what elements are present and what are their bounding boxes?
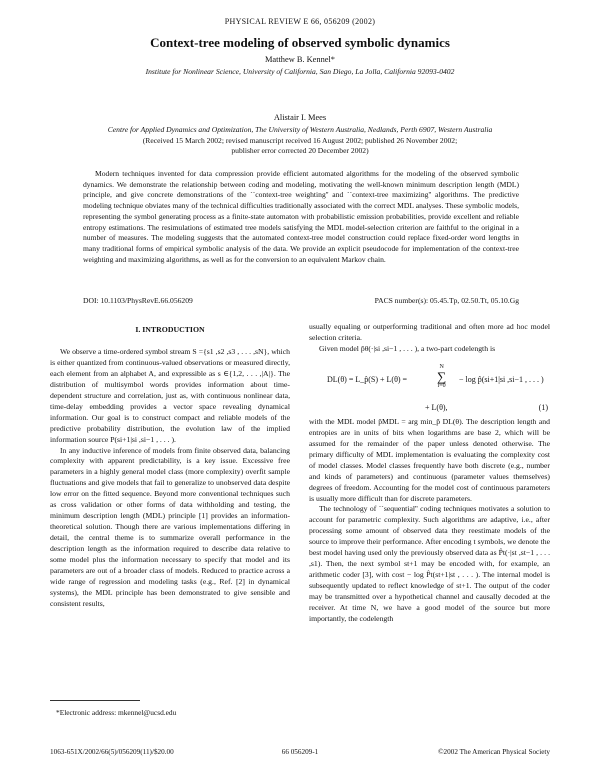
pacs-numbers: PACS number(s): 05.45.Tp, 02.50.Tt, 05.10.Gg — [374, 296, 519, 305]
summation-symbol — [437, 364, 446, 389]
footnote: *Electronic address: mkennel@ucsd.edu — [56, 708, 177, 717]
running-header: PHYSICAL REVIEW E 66, 056209 (2002) — [224, 17, 376, 26]
intro-paragraph-2: In any inductive inference of models from finite observed data, balancing complexity with apparent predictability, is a key issue. Excessive free parameters in a highly general model class (more complexity) overfit sample fluctuations and give models that fail to generalize to unobserved data despite low error on the fitted sequence. Beyond more conventional techniques such as cross validation or other forms of data withholding and testing, the minimum description length (MDL) principle [1] provides an information-theoretical solution. Though there are various implementations differing in detail, the central theme is to summarize overall performance in the description length as the information required to describe data relative to some model plus the information necessary to specify that model and its parameters are out of a broader class of models. Reduced to practice across a wide range of regression and modeling tasks (e.g., Ref. [2] in dynamical systems), the MDL principle has been demonstrated to give sensible and consistent results, — [50, 445, 290, 608]
right-paragraph-4: The technology of ``sequential'' coding techniques motivates a solution to account for parametric complexity. Such algorithms are adaptive, i.e., after processing some amount of observed data they reestimate models of the source to improve their performance. After encoding t symbols, we denote the best model having used only the previously observed data as P̂t(·|st ,st−1 , . . . ,s1). Then, the next symbol st+1 may be encoded with, for example, an arithmetic coder [3], with cost − log P̂t(st+1|st , . . . ). The internal model is subsequently updated to reflect knowledge of st+1. The output of the coder may be transmitted over a hypothetical channel and causally decoded at the receiver. At time N, we have a good model of the source but more importantly, the codelength — [309, 504, 550, 624]
section-heading: I. INTRODUCTION — [135, 325, 205, 334]
dates-line-2: publisher error corrected 20 December 2002) — [231, 146, 369, 155]
received-dates — [60, 136, 540, 156]
author-affiliation-1: Institute for Nonlinear Science, University of California, San Diego, La Jolla, California 92093-0402 — [145, 67, 455, 76]
left-column — [50, 322, 290, 610]
intro-paragraph-1: We observe a time-ordered symbol stream S ={s1 ,s2 ,s3 , . . . ,sN}, which is either quantized from continuous-valued observations or measured directly, each element from an alphabet A, and expressible as s ∈{1,2, . . . ,|A|}. The distribution of multisymbol words provides information about time-dependent structure and correlation, just as, with continuous nonlinear data, time-delay embedding provides a vector space revealing dynamical information. Our goal is to construct compact and reliable models of the predictive probability distribution, the evolution law of the implied information source P(si+1|si ,si−1 , . . . ). — [50, 346, 290, 444]
abstract — [83, 169, 519, 265]
author-affiliation-2: Centre for Applied Dynamics and Optimization, The University of Western Australia, Nedlands, Perth 6907, Western Australia — [107, 125, 493, 134]
right-paragraph-1: usually equaling or outperforming traditional and often more ad hoc model selection criteria. — [309, 322, 550, 342]
footer-issn: 1063-651X/2002/66(5)/056209(11)/$20.00 — [50, 748, 174, 756]
equation-number: (1) — [538, 402, 548, 412]
right-paragraph-3: with the MDL model p̂MDL = arg min_p̂ DL(θ). The description length and entropies are in units of bits when logarithms are base 2, which will be assumed for the remainder of the paper unless denoted otherwise. The primary difficulty of MDL implementation is evaluating the complexity cost of model classes. Model classes frequently have both discrete (e.g., number and kinds of parameters) and continuous (parameter values themselves) degrees of freedom. Accounting for the model cost of continuous parameters is usually more difficult than for discrete parameters. — [309, 416, 550, 503]
right-column — [309, 322, 550, 625]
author-name-1: Matthew B. Kennel* — [264, 55, 335, 64]
sum-lower-limit: i=0 — [437, 382, 446, 389]
sum-upper-limit: N — [439, 363, 444, 370]
equation-lhs: DL(θ) = L_p̂(S) + L(θ) = — [327, 374, 408, 384]
footer-page-number: 66 056209-1 — [281, 748, 319, 756]
author-name-2: Alistair I. Mees — [273, 113, 327, 122]
abstract-text: Modern techniques invented for data compression provide efficient automated algorithms for the modeling of the observed symbolic dynamics. We demonstrate the relationship between coding and modeling, motivating the well-known minimum description length (MDL) principle, and give concrete demonstrations of the ``context-tree weighting'' and ``context-tree maximizing'' algorithms. The predictive modeling technique obviates many of the technical difficulties traditionally associated with the correct MDL analyses. These symbolic models, representing the symbol generating process as a finite-state automaton with probabilistic emission probabilities, provide excellent and reliable entropy estimations. The resimulations of estimated tree models satisfying the MDL model-selection criterion are faithful to the original in a number of measures. The modeling suggests that the automated context-tree model construction could replace fixed-order word lengths in many traditional forms of empirical symbolic analysis of the data. We provide an explicit pseudocode for implementation of the context-tree weighting and maximizing algorithms, as well as for the conversion to an equivalent Markov chain. — [83, 169, 519, 264]
footnote-rule — [50, 700, 140, 701]
doi: DOI: 10.1103/PhysRevE.66.056209 — [83, 296, 193, 305]
dates-line-1: (Received 15 March 2002; revised manuscript received 16 August 2002; published 26 November 2002; — [142, 136, 458, 145]
equation-rhs: − log p̂(si+1|si ,si−1 , . . . ) — [459, 374, 544, 384]
equation-1 — [309, 359, 550, 413]
equation-line-2: + L(θ), — [425, 402, 448, 412]
footer-copyright: ©2002 The American Physical Society — [438, 748, 550, 756]
sigma-icon: ∑ — [437, 368, 447, 384]
right-paragraph-2: Given model p̂θ(·|si ,si−1 , . . . ), a two-part codelength is — [319, 343, 496, 353]
paper-title: Context-tree modeling of observed symbolic dynamics — [150, 35, 450, 50]
